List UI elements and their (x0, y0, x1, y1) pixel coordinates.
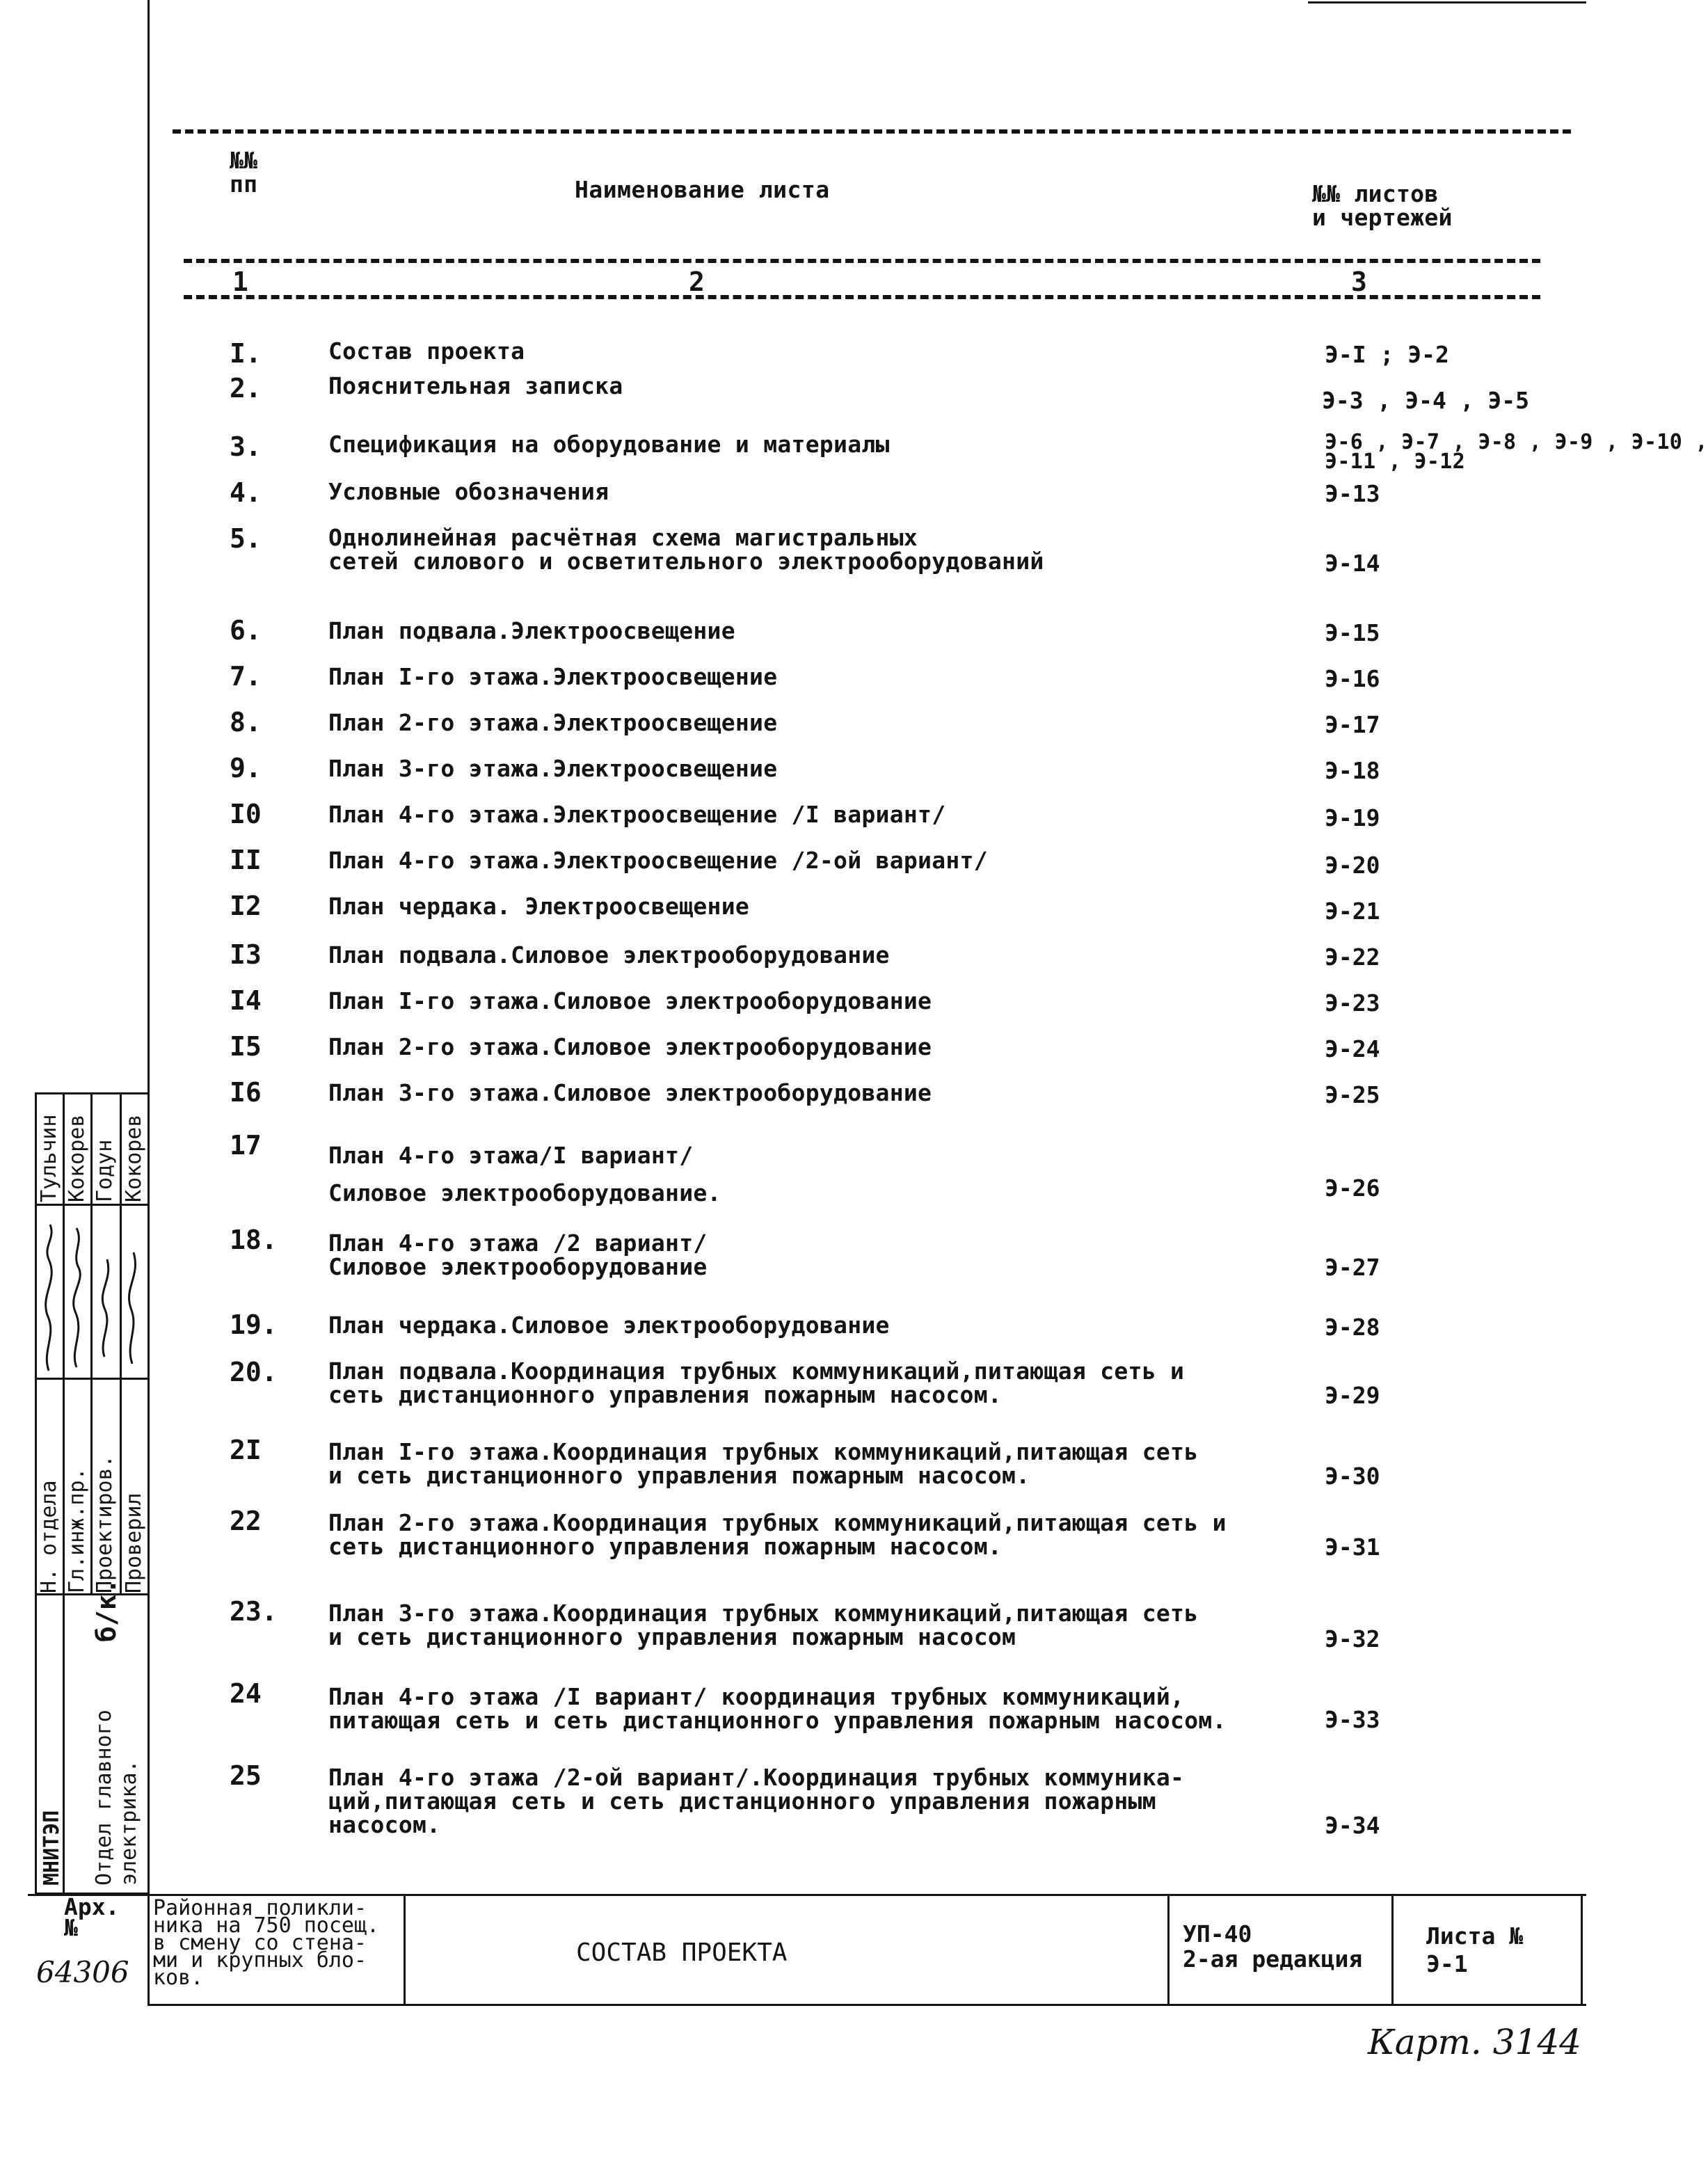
stamp-name-4: Кокорев (122, 1114, 146, 1202)
row-title: План 3-го этажа.Электроосвещение (328, 755, 778, 782)
row-sheet-code: Э-25 (1325, 1081, 1380, 1108)
row-number: 23. (230, 1596, 278, 1627)
row-title: План 4-го этажа /2 вариант/ Силовое электрооборудование (328, 1229, 708, 1280)
row-sheet-code: Э-I ; Э-2 (1325, 341, 1449, 368)
header-col-index-1: 1 (232, 266, 249, 297)
row-sheet-code: Э-26 (1325, 1174, 1380, 1202)
stamp-name-2: Кокорев (65, 1114, 89, 1202)
row-number: 7. (230, 661, 262, 692)
row-sheet-code: Э-17 (1325, 711, 1380, 738)
row-number: I5 (230, 1031, 262, 1062)
sheet-label: Листа № (1426, 1922, 1524, 1950)
row-title: План 4-го этажа.Электроосвещение /2-ой вариант/ (328, 847, 988, 874)
side-stamp-sign-sep (35, 1378, 147, 1380)
row-number: 24 (230, 1678, 262, 1709)
row-sheet-code: Э-23 (1325, 989, 1380, 1017)
title-block-bottom-line (147, 2004, 1586, 2006)
stamp-role-checker: Проверил (122, 1492, 146, 1593)
row-number: 18. (230, 1225, 278, 1255)
side-stamp-name-sep (35, 1204, 147, 1206)
stamp-dept: Отдел главного электрика. (92, 1710, 141, 1886)
signatures (35, 1211, 147, 1378)
row-sheet-code: Э-18 (1325, 757, 1380, 784)
stamp-org: МНИТЭП (40, 1810, 64, 1886)
row-number: 25 (230, 1760, 262, 1791)
row-number: I6 (230, 1077, 262, 1108)
project-code: УП-40 2-ая редакция (1183, 1920, 1363, 1973)
row-title: План подвала.Координация трубных коммуникаций,питающая сеть и сеть дистанционного управления пожарным насосом. (328, 1357, 1185, 1408)
title-block-sep-3 (1391, 1894, 1394, 2004)
row-title: План 2-го этажа.Силовое электрооборудование (328, 1033, 932, 1060)
row-sheet-code: Э-34 (1325, 1812, 1380, 1839)
row-sheet-code: Э-22 (1325, 943, 1380, 971)
row-number: 20. (230, 1357, 278, 1387)
row-title: План 3-го этажа.Силовое электрооборудование (328, 1079, 932, 1106)
row-number: I. (230, 338, 262, 369)
stamp-bk: б/к. (91, 1578, 122, 1642)
header-col-sheets: №№ листов и чертежей (1312, 180, 1453, 231)
row-title: План I-го этажа.Силовое электрооборудование (328, 987, 932, 1014)
row-number: 17 (230, 1130, 262, 1161)
header-col-name: Наименование листа (575, 176, 830, 203)
row-number: I4 (230, 985, 262, 1016)
row-number: I3 (230, 939, 262, 970)
row-number: 5. (230, 523, 262, 554)
row-number: 3. (230, 431, 262, 462)
row-number: 9. (230, 753, 262, 783)
header-bottom-rule (184, 295, 1540, 299)
row-number: 22 (230, 1506, 262, 1536)
sheet-number: Э-1 (1426, 1950, 1468, 1977)
row-title: План 3-го этажа.Координация трубных коммуникаций,питающая сеть и сеть дистанционного управления пожарным насосом (328, 1600, 1199, 1650)
row-title: Спецификация на оборудование и материалы (328, 431, 890, 458)
sheet-title: СОСТАВ ПРОЕКТА (576, 1938, 788, 1967)
stamp-role-chief-eng: Гл.инж.пр. (65, 1467, 89, 1593)
row-number: 6. (230, 615, 262, 646)
handwritten-card-note: Карт. 3144 (1368, 2022, 1581, 2062)
row-title: План подвала.Силовое электрооборудование (328, 941, 890, 969)
row-number: 8. (230, 707, 262, 738)
archive-number: 64306 (36, 1955, 129, 1989)
row-number: 19. (230, 1309, 278, 1340)
stamp-role-designer: Проектиров. (93, 1455, 117, 1593)
row-sheet-code: Э-15 (1325, 619, 1380, 646)
row-sheet-code: Э-28 (1325, 1314, 1380, 1341)
row-title: План подвала.Электроосвещение (328, 617, 735, 644)
archive-label: Арх. № (64, 1893, 120, 1941)
row-sheet-code: Э-3 , Э-4 , Э-5 (1322, 387, 1530, 414)
stamp-role-dept-head: Н. отдела (37, 1480, 61, 1593)
row-sheet-code: Э-32 (1325, 1625, 1380, 1652)
row-title: План 2-го этажа.Электроосвещение (328, 709, 778, 736)
row-title: Пояснительная записка (328, 372, 623, 399)
row-number: 2I (230, 1435, 262, 1465)
row-sheet-code: Э-24 (1325, 1035, 1380, 1062)
row-title: План 4-го этажа /I вариант/ координация трубных коммуникаций, питающая сеть и сеть дистанционного управления пожарным насосом. (328, 1683, 1227, 1734)
row-title: План 4-го этажа /2-ой вариант/.Координация трубных коммуника- ций,питающая сеть и сеть дистанционного управления пожарным насосом. (328, 1764, 1185, 1838)
row-sheet-code: Э-14 (1325, 550, 1380, 577)
header-col-index-2: 2 (689, 266, 705, 297)
row-title: План 2-го этажа.Координация трубных коммуникаций,питающая сеть и сеть дистанционного управления пожарным насосом. (328, 1509, 1227, 1560)
row-number: II (230, 845, 262, 875)
row-title: Однолинейная расчётная схема магистральных сетей силового и осветительного электрооборудований (328, 524, 1044, 575)
title-block-right-edge (1581, 1894, 1583, 2004)
project-description: Районная поликли- ника на 750 посещ. в смену со стена- ми и крупных бло- ков. (153, 1896, 380, 1990)
top-right-line (1308, 1, 1586, 3)
row-sheet-code: Э-13 (1325, 480, 1380, 507)
title-block-sep-1 (404, 1894, 406, 2004)
row-sheet-code: Э-20 (1325, 852, 1380, 879)
row-number: I2 (230, 891, 262, 921)
row-title: План I-го этажа.Координация трубных коммуникаций,питающая сеть и сеть дистанционного управления пожарным насосом. (328, 1438, 1199, 1489)
row-title: Состав проекта (328, 337, 525, 365)
row-number: 2. (230, 373, 262, 404)
row-title: План 4-го этажа.Электроосвещение /I вариант/ (328, 801, 946, 828)
row-sheet-code: Э-30 (1325, 1463, 1380, 1490)
row-number: I0 (230, 799, 262, 829)
left-frame-line (147, 0, 150, 2004)
stamp-name-1: Тульчин (37, 1114, 61, 1202)
header-mid-rule (184, 259, 1540, 263)
header-top-rule (173, 129, 1571, 134)
row-title: План I-го этажа.Электроосвещение (328, 663, 778, 690)
title-block-sep-2 (1167, 1894, 1170, 2004)
row-sheet-code: Э-33 (1325, 1706, 1380, 1733)
row-sheet-code: Э-21 (1325, 898, 1380, 925)
header-col-index-3: 3 (1351, 266, 1368, 297)
row-sheet-code: Э-16 (1325, 665, 1380, 692)
row-sheet-code: Э-27 (1325, 1254, 1380, 1281)
row-sheet-code: Э-29 (1325, 1382, 1380, 1409)
stamp-name-3: Годун (93, 1139, 117, 1202)
row-title: План 4-го этажа/I вариант/ Силовое электрооборудование. (328, 1142, 721, 1206)
row-sheet-code: Э-31 (1325, 1533, 1380, 1561)
row-title: Условные обозначения (328, 478, 609, 505)
row-title: План чердака. Электроосвещение (328, 893, 750, 920)
row-title: План чердака.Силовое электрооборудование (328, 1312, 890, 1339)
header-col-number: №№ пп (230, 147, 258, 198)
row-sheet-code: Э-19 (1325, 804, 1380, 831)
row-sheet-code: Э-6 , Э-7 , Э-8 , Э-9 , Э-10 , Э-11 , Э-12 (1325, 430, 1708, 474)
row-number: 4. (230, 477, 262, 508)
